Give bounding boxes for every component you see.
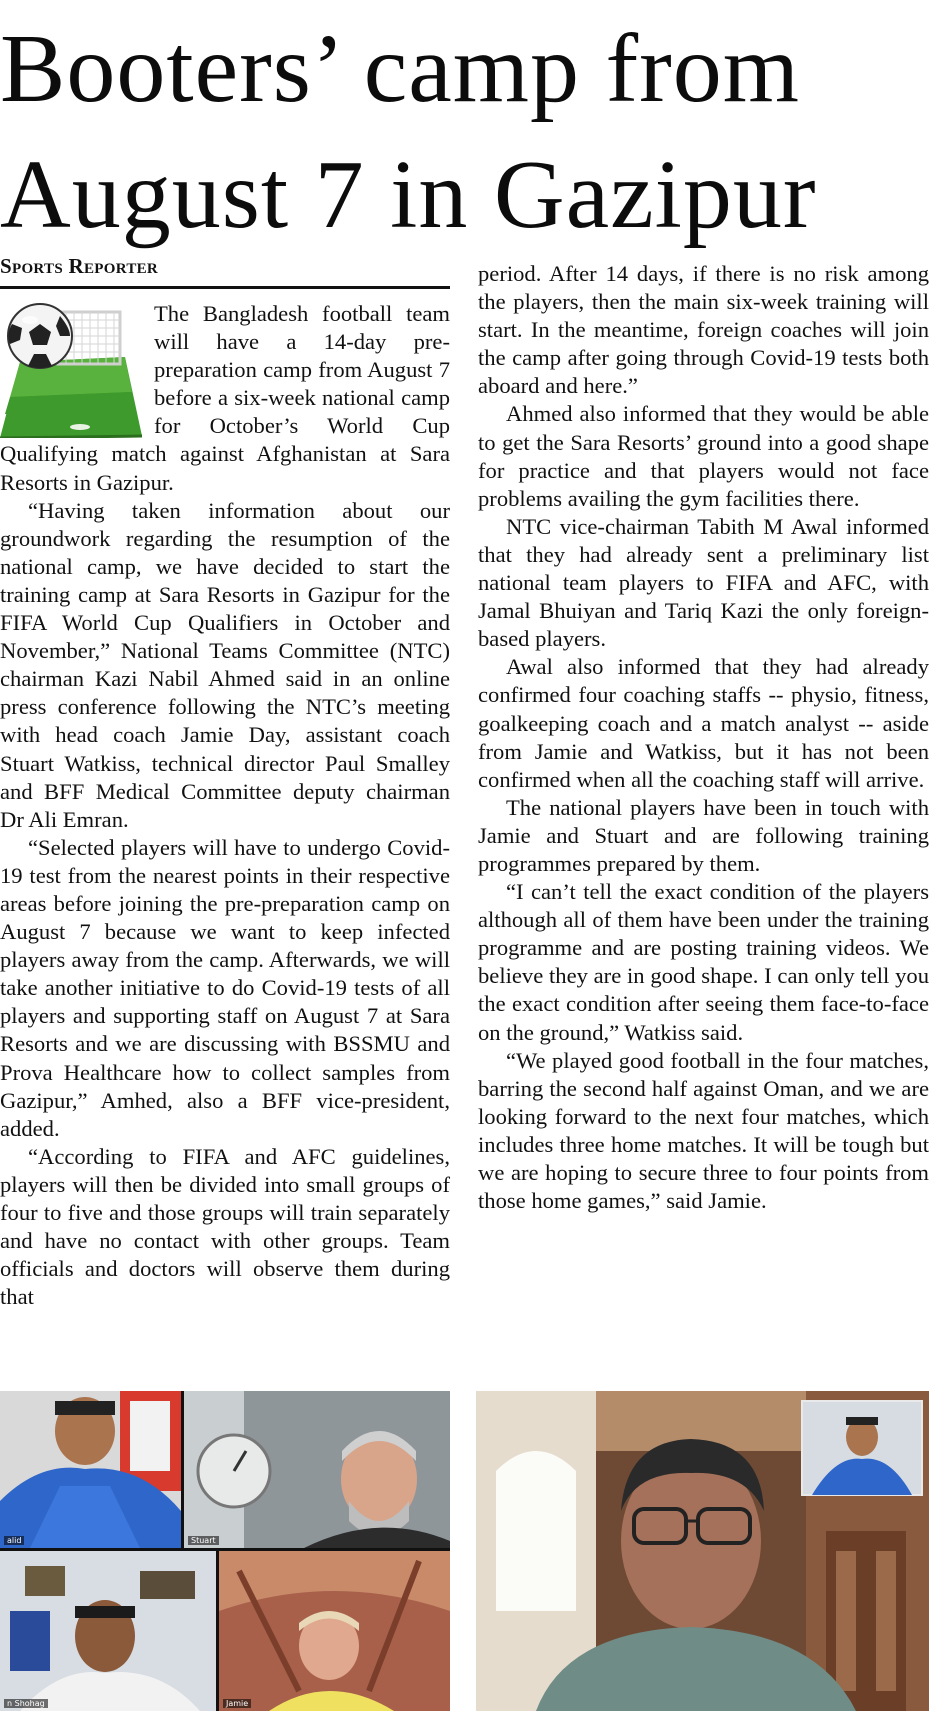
byline-rule <box>0 286 450 289</box>
paragraph: Awal also informed that they had already confirmed four coaching staffs -- physio, fitness, goalkeeping coach and a match analyst -- aside from Jamie and Watkiss, but it has not been confirmed when all the coaching staff will arrive. <box>478 654 929 792</box>
football-goal-icon <box>0 302 142 438</box>
video-tile <box>0 1391 181 1548</box>
paragraph: “I can’t tell the exact condition of the players although all of them have been under the training programme and are posting training videos. We believe they are in good shape. I can only tell you the exact condition after seeing them face-to-face on the ground,” Watkiss said. <box>478 879 929 1045</box>
video-tile <box>184 1391 450 1548</box>
paragraph: period. After 14 days, if there is no risk among the players, then the main six-week training will start. In the meantime, foreign coaches will join the camp after going through Covid-19 tests both aboard and here.” <box>478 261 929 399</box>
paragraph: NTC vice-chairman Tabith M Awal informed that they had already sent a preliminary list national team players to FIFA and AFC, with Jamal Bhuiyan and Tariq Kazi the only foreign-based players. <box>478 513 929 652</box>
headline-line-2: August 7 in Gazipur <box>0 141 817 249</box>
video-call-grid-photo <box>0 1391 450 1711</box>
headline <box>0 6 929 258</box>
paragraph: Ahmed also informed that they would be able to get the Sara Resorts’ ground into a good shape for practice and that players would not face problems availing the gym facilities there. <box>478 401 929 511</box>
video-tile <box>219 1551 450 1711</box>
article-column-left <box>0 300 450 1311</box>
article-column-right <box>478 260 929 1215</box>
headline-line-1: Booters’ camp from <box>0 15 800 123</box>
paragraph: “Having taken information about our groundwork regarding the resumption of the national camp, we have decided to start the training camp at Sara Resorts in Gazipur for the FIFA World Cup Qualifiers in October and November,” National Teams Committee (NTC) chairman Kazi Nabil Ahmed said in an online press conference following the NTC’s meeting with head coach Jamie Day, assistant coach Stuart Watkiss, technical director Paul Smalley and BFF Medical Committee deputy chairman Dr Ali Emran. <box>0 497 450 832</box>
paragraph: The Bangladesh football team will have a 14-day pre-preparation camp from August 7 before a six-week national camp for October’s World Cup Qualifying match against Afghanistan at Sara Resorts in Gazipur. <box>0 301 450 495</box>
paragraph: “Selected players will have to undergo Covid-19 test from the nearest points in their respective areas before joining the pre-preparation camp on August 7 because we want to keep infected players away from the camp. Afterwards, we will take another initiative to do Covid-19 tests of all players and supporting staff on August 7 at Sara Resorts and we are discussing with BSSMU and Prova Healthcare how to collect samples from Gazipur,” Amhed, also a BFF vice-president, added. <box>0 834 450 1141</box>
video-call-speaker-photo <box>476 1391 929 1711</box>
tile-label: n Shohag <box>4 1699 48 1708</box>
paragraph: “We played good football in the four matches, barring the second half against Oman, and we are looking forward to the next four matches, which includes three home matches. It will be tough but we are hoping to secure three to four points from those home games,” said Jamie. <box>478 1047 929 1214</box>
tile-label: Stuart <box>188 1536 219 1545</box>
video-tile <box>0 1551 216 1711</box>
paragraph: The national players have been in touch with Jamie and Stuart and are following training programmes prepared by them. <box>478 794 929 876</box>
tile-label: Jamie <box>223 1699 251 1708</box>
byline: Sports Reporter <box>0 254 159 278</box>
paragraph: “According to FIFA and AFC guidelines, players will then be divided into small groups of four to five and those groups will train separately and have no contact with other groups. Team officials and doctors will observe them during that <box>0 1143 450 1310</box>
tile-label: alid <box>4 1536 24 1545</box>
